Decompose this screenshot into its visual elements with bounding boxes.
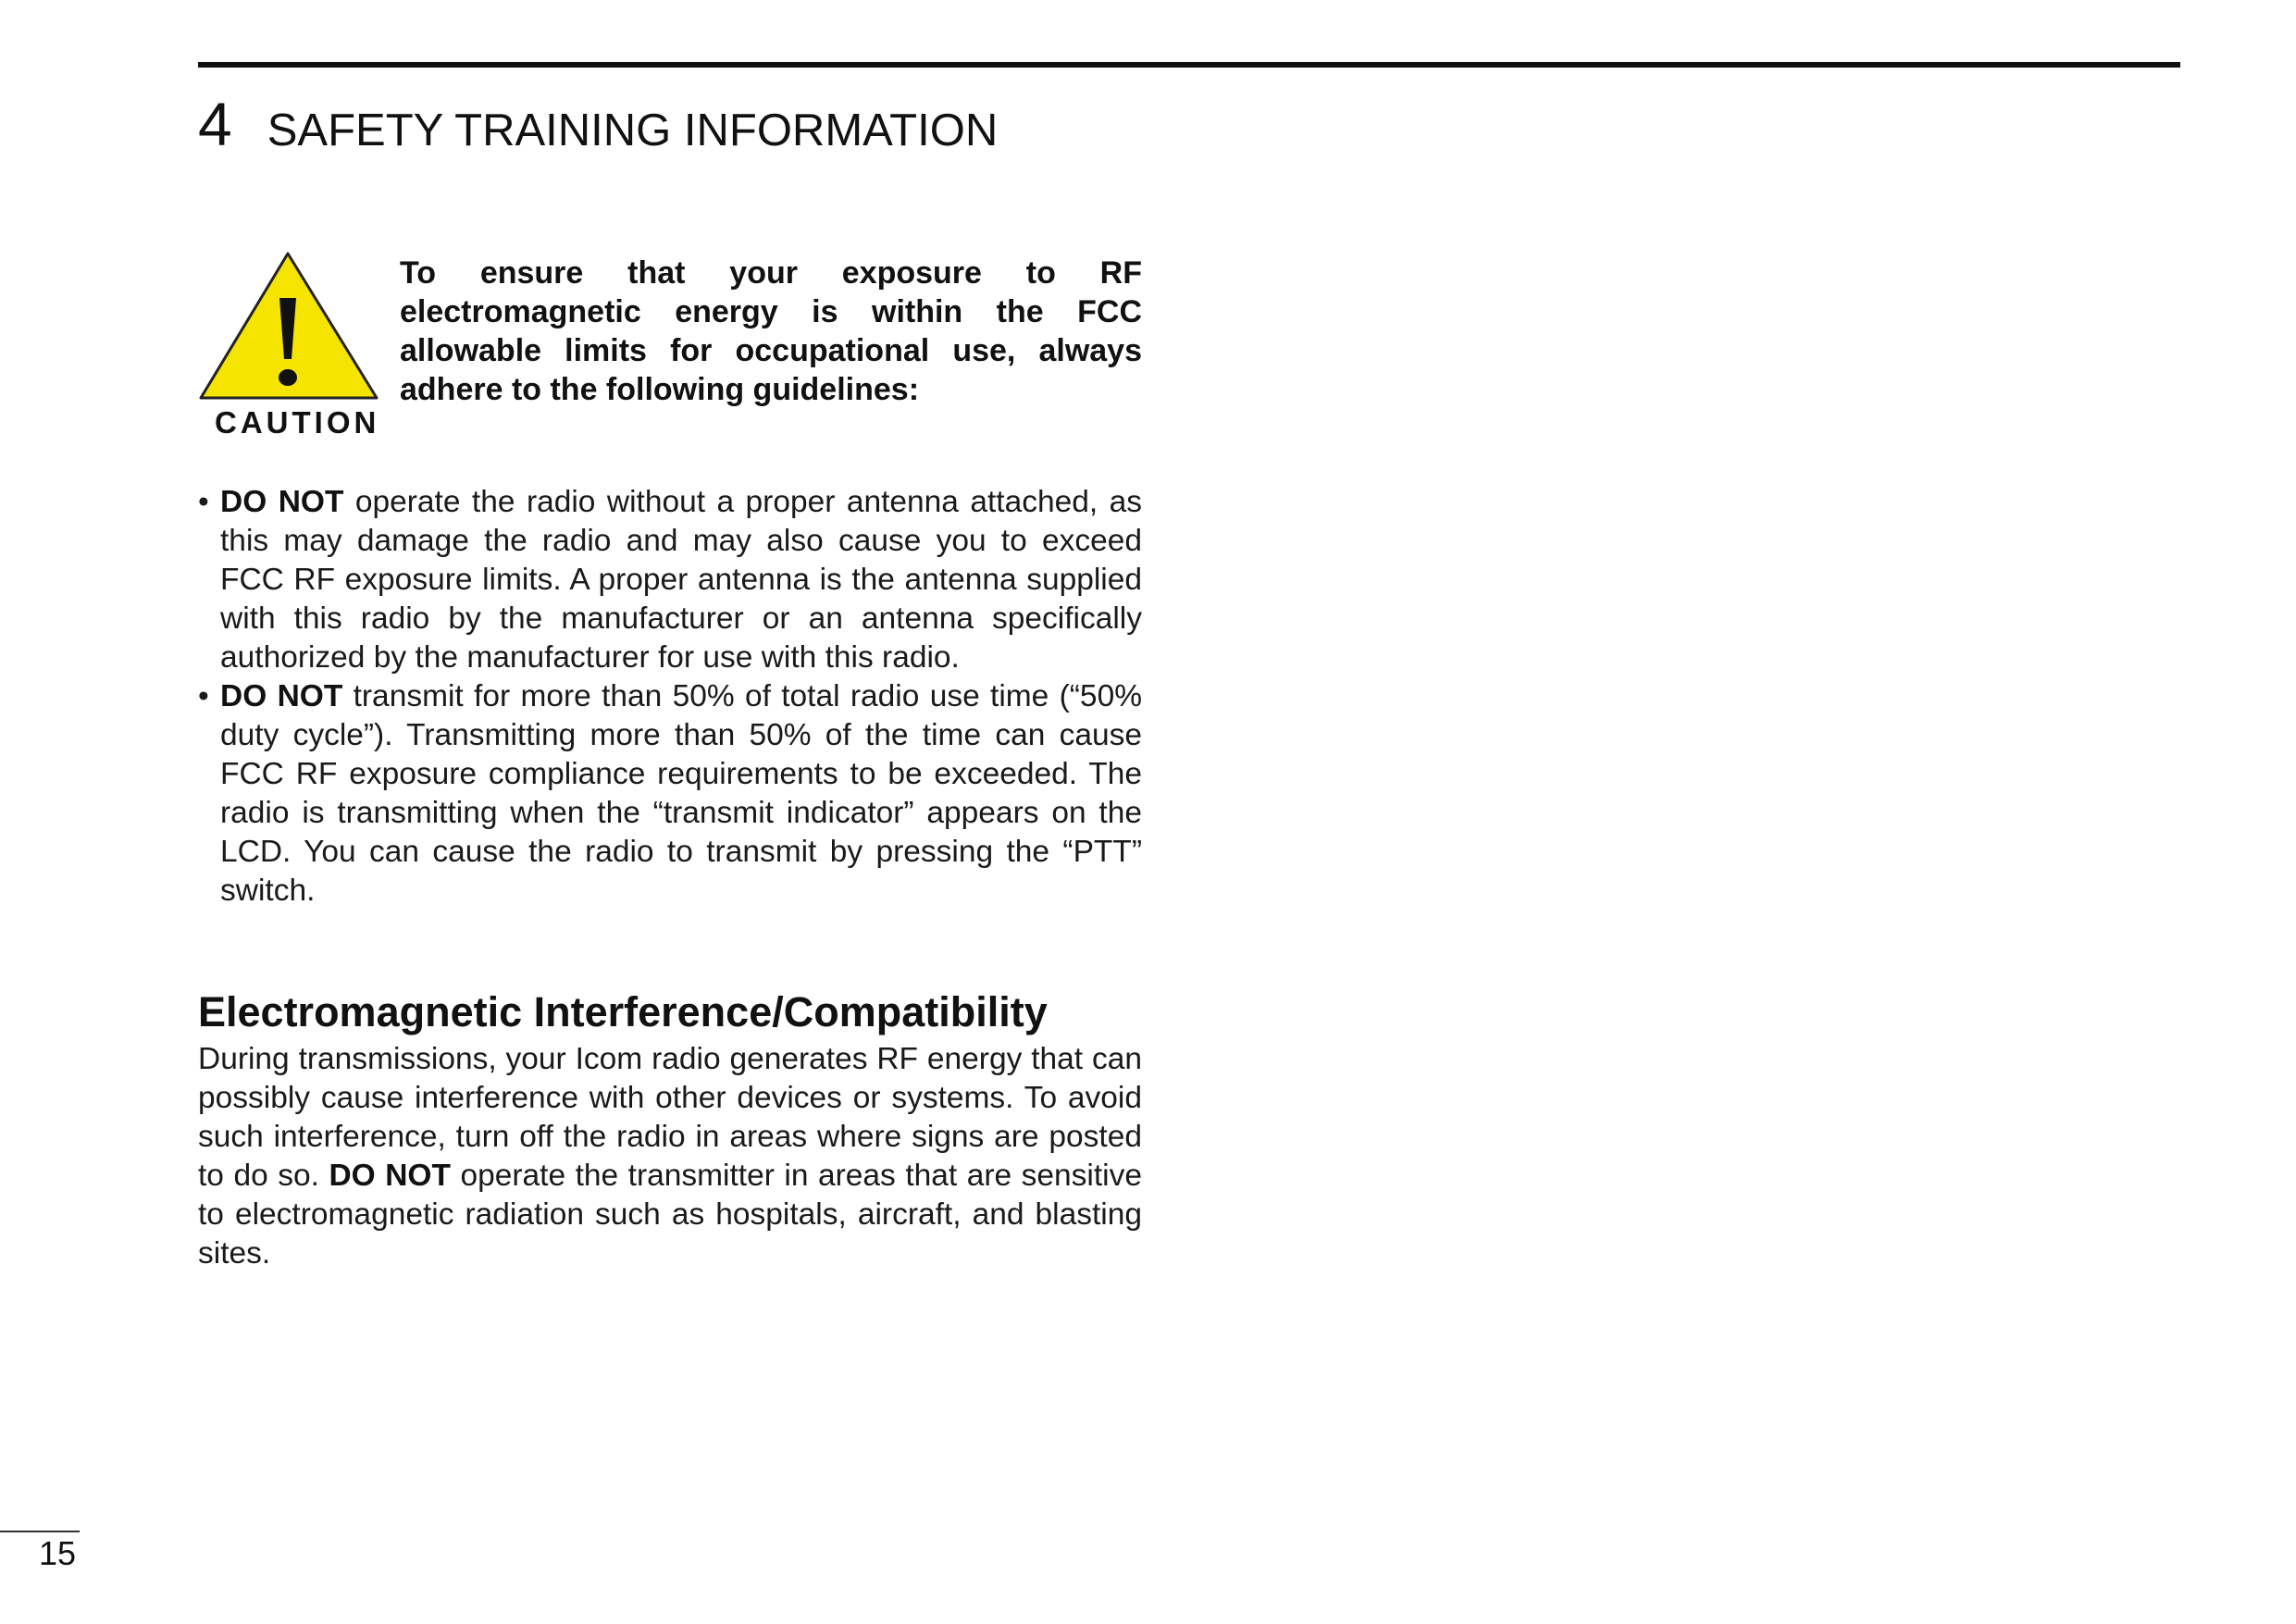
guidelines-list xyxy=(198,483,1142,911)
list-item xyxy=(198,483,1142,677)
chapter-number: 4 xyxy=(198,90,232,158)
caution-triangle-icon xyxy=(198,250,383,407)
header-rule xyxy=(198,62,2180,68)
emphasis-text: DO NOT xyxy=(220,485,344,519)
page-number: 15 xyxy=(39,1534,77,1572)
list-item xyxy=(198,677,1142,911)
body-text-start: During transmissions, your Icom radio generates RF energy that can possibly cause interference with other devices or systems. To avoid such interference, turn off the radio in areas where signs are posted to do so. xyxy=(198,1042,1142,1193)
emphasis-text: DO NOT xyxy=(220,679,343,713)
section-heading: Electromagnetic Interference/Compatibility xyxy=(198,988,1048,1035)
body-text-end: operate the transmitter in areas that are sensitive to electromagnetic radiation such as hospitals, aircraft, and blasting sites. xyxy=(198,1159,1142,1271)
emphasis-text: DO NOT xyxy=(329,1159,451,1193)
page-header xyxy=(198,89,998,163)
footer-rule xyxy=(0,1531,80,1532)
caution-text: To ensure that your exposure to RF electromagnetic energy is within the FCC allowable limits for occupational use, always adhere to the following guidelines: xyxy=(400,255,1142,407)
guideline-text: operate the radio without a proper antenna attached, as this may damage the radio and may also cause you to exceed FCC RF exposure limits. A proper antenna is the antenna supplied with this radio by the manufacturer or an antenna specifically authorized by the manufacturer for use with this radio. xyxy=(220,485,1143,675)
section-body xyxy=(198,1040,1142,1273)
caution-label: CAUTION xyxy=(215,405,380,440)
chapter-title: SAFETY TRAINING INFORMATION xyxy=(267,105,999,155)
guideline-text: transmit for more than 50% of total radio use time (“50% duty cycle”). Transmitting more than 50% of the time can cause FCC RF exposure compliance requirements to be exceeded. The radio is transmitting when the “transmit indicator” appears on the LCD. You can cause the radio to transmit by pressing the “PTT” switch. xyxy=(220,679,1142,908)
